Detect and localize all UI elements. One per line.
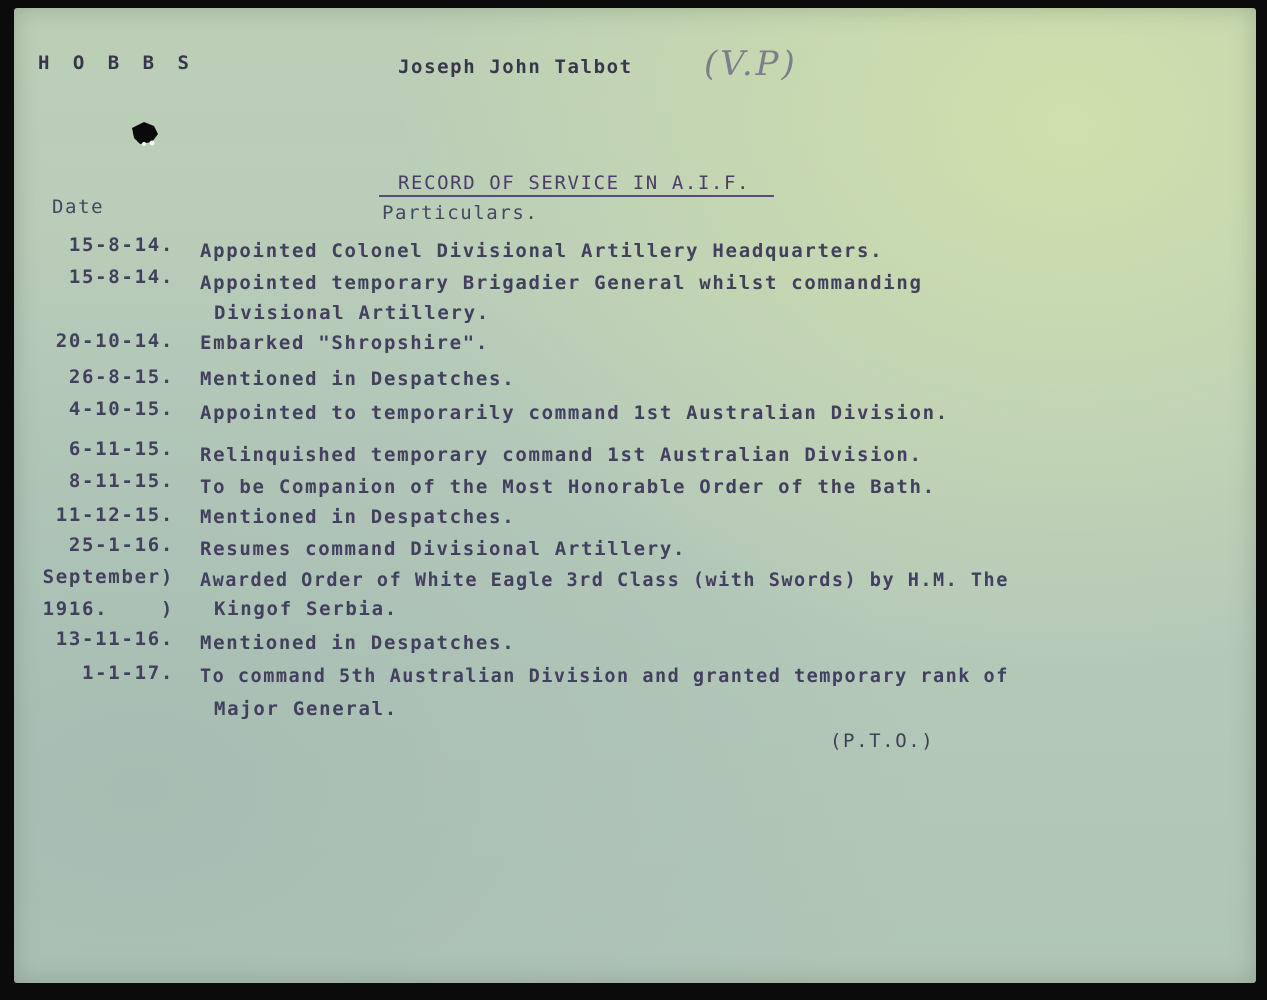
entry-date: 20-10-14. (55, 330, 174, 352)
entry-text: Resumes command Divisional Artillery. (200, 538, 687, 560)
entry-text: Embarked "Shropshire". (200, 332, 490, 354)
entry-date: 1916. ) (42, 598, 174, 620)
please-turn-over: (P.T.O.) (830, 730, 935, 752)
entry-text: Mentioned in Despatches. (200, 368, 516, 390)
entry-text: To command 5th Australian Division and granted temporary rank of (200, 666, 1009, 687)
entry-text: To be Companion of the Most Honorable Order of the Bath. (200, 476, 936, 498)
date-column-header: Date (52, 196, 105, 218)
entry-text: Appointed to temporarily command 1st Australian Division. (200, 402, 949, 424)
entry-date: 15-8-14. (68, 266, 174, 288)
entry-text: Appointed Colonel Divisional Artillery Headquarters. (200, 240, 884, 262)
title-underline (379, 195, 774, 197)
entry-text: Divisional Artillery. (214, 302, 490, 324)
entry-text: Awarded Order of White Eagle 3rd Class (with Swords) by H.M. The (200, 570, 1009, 591)
entry-date: 25-1-16. (68, 534, 174, 556)
handwritten-note: (V.P) (704, 44, 798, 84)
particulars-column-header: Particulars. (382, 202, 539, 224)
service-record-card (14, 8, 1256, 983)
entry-date: September) (42, 566, 174, 588)
entry-date: 26-8-15. (68, 366, 174, 388)
entry-date: 4-10-15. (68, 398, 174, 420)
record-title: RECORD OF SERVICE IN A.I.F. (398, 172, 751, 194)
entry-date: 11-12-15. (55, 504, 174, 526)
entry-date: 8-11-15. (68, 470, 174, 492)
entry-text: Kingof Serbia. (214, 598, 398, 620)
entry-text: Mentioned in Despatches. (200, 506, 516, 528)
ink-blot (130, 120, 160, 146)
entry-date: 6-11-15. (68, 438, 174, 460)
entry-text: Major General. (214, 698, 398, 720)
entry-text: Mentioned in Despatches. (200, 632, 516, 654)
given-names: Joseph John Talbot (398, 56, 633, 78)
entry-date: 13-11-16. (55, 628, 174, 650)
surname: H O B B S (38, 52, 195, 74)
entry-date: 15-8-14. (68, 234, 174, 256)
entry-text: Appointed temporary Brigadier General whilst commanding (200, 272, 923, 294)
entry-text: Relinquished temporary command 1st Australian Division. (200, 444, 923, 466)
entry-date: 1-1-17. (82, 662, 174, 684)
